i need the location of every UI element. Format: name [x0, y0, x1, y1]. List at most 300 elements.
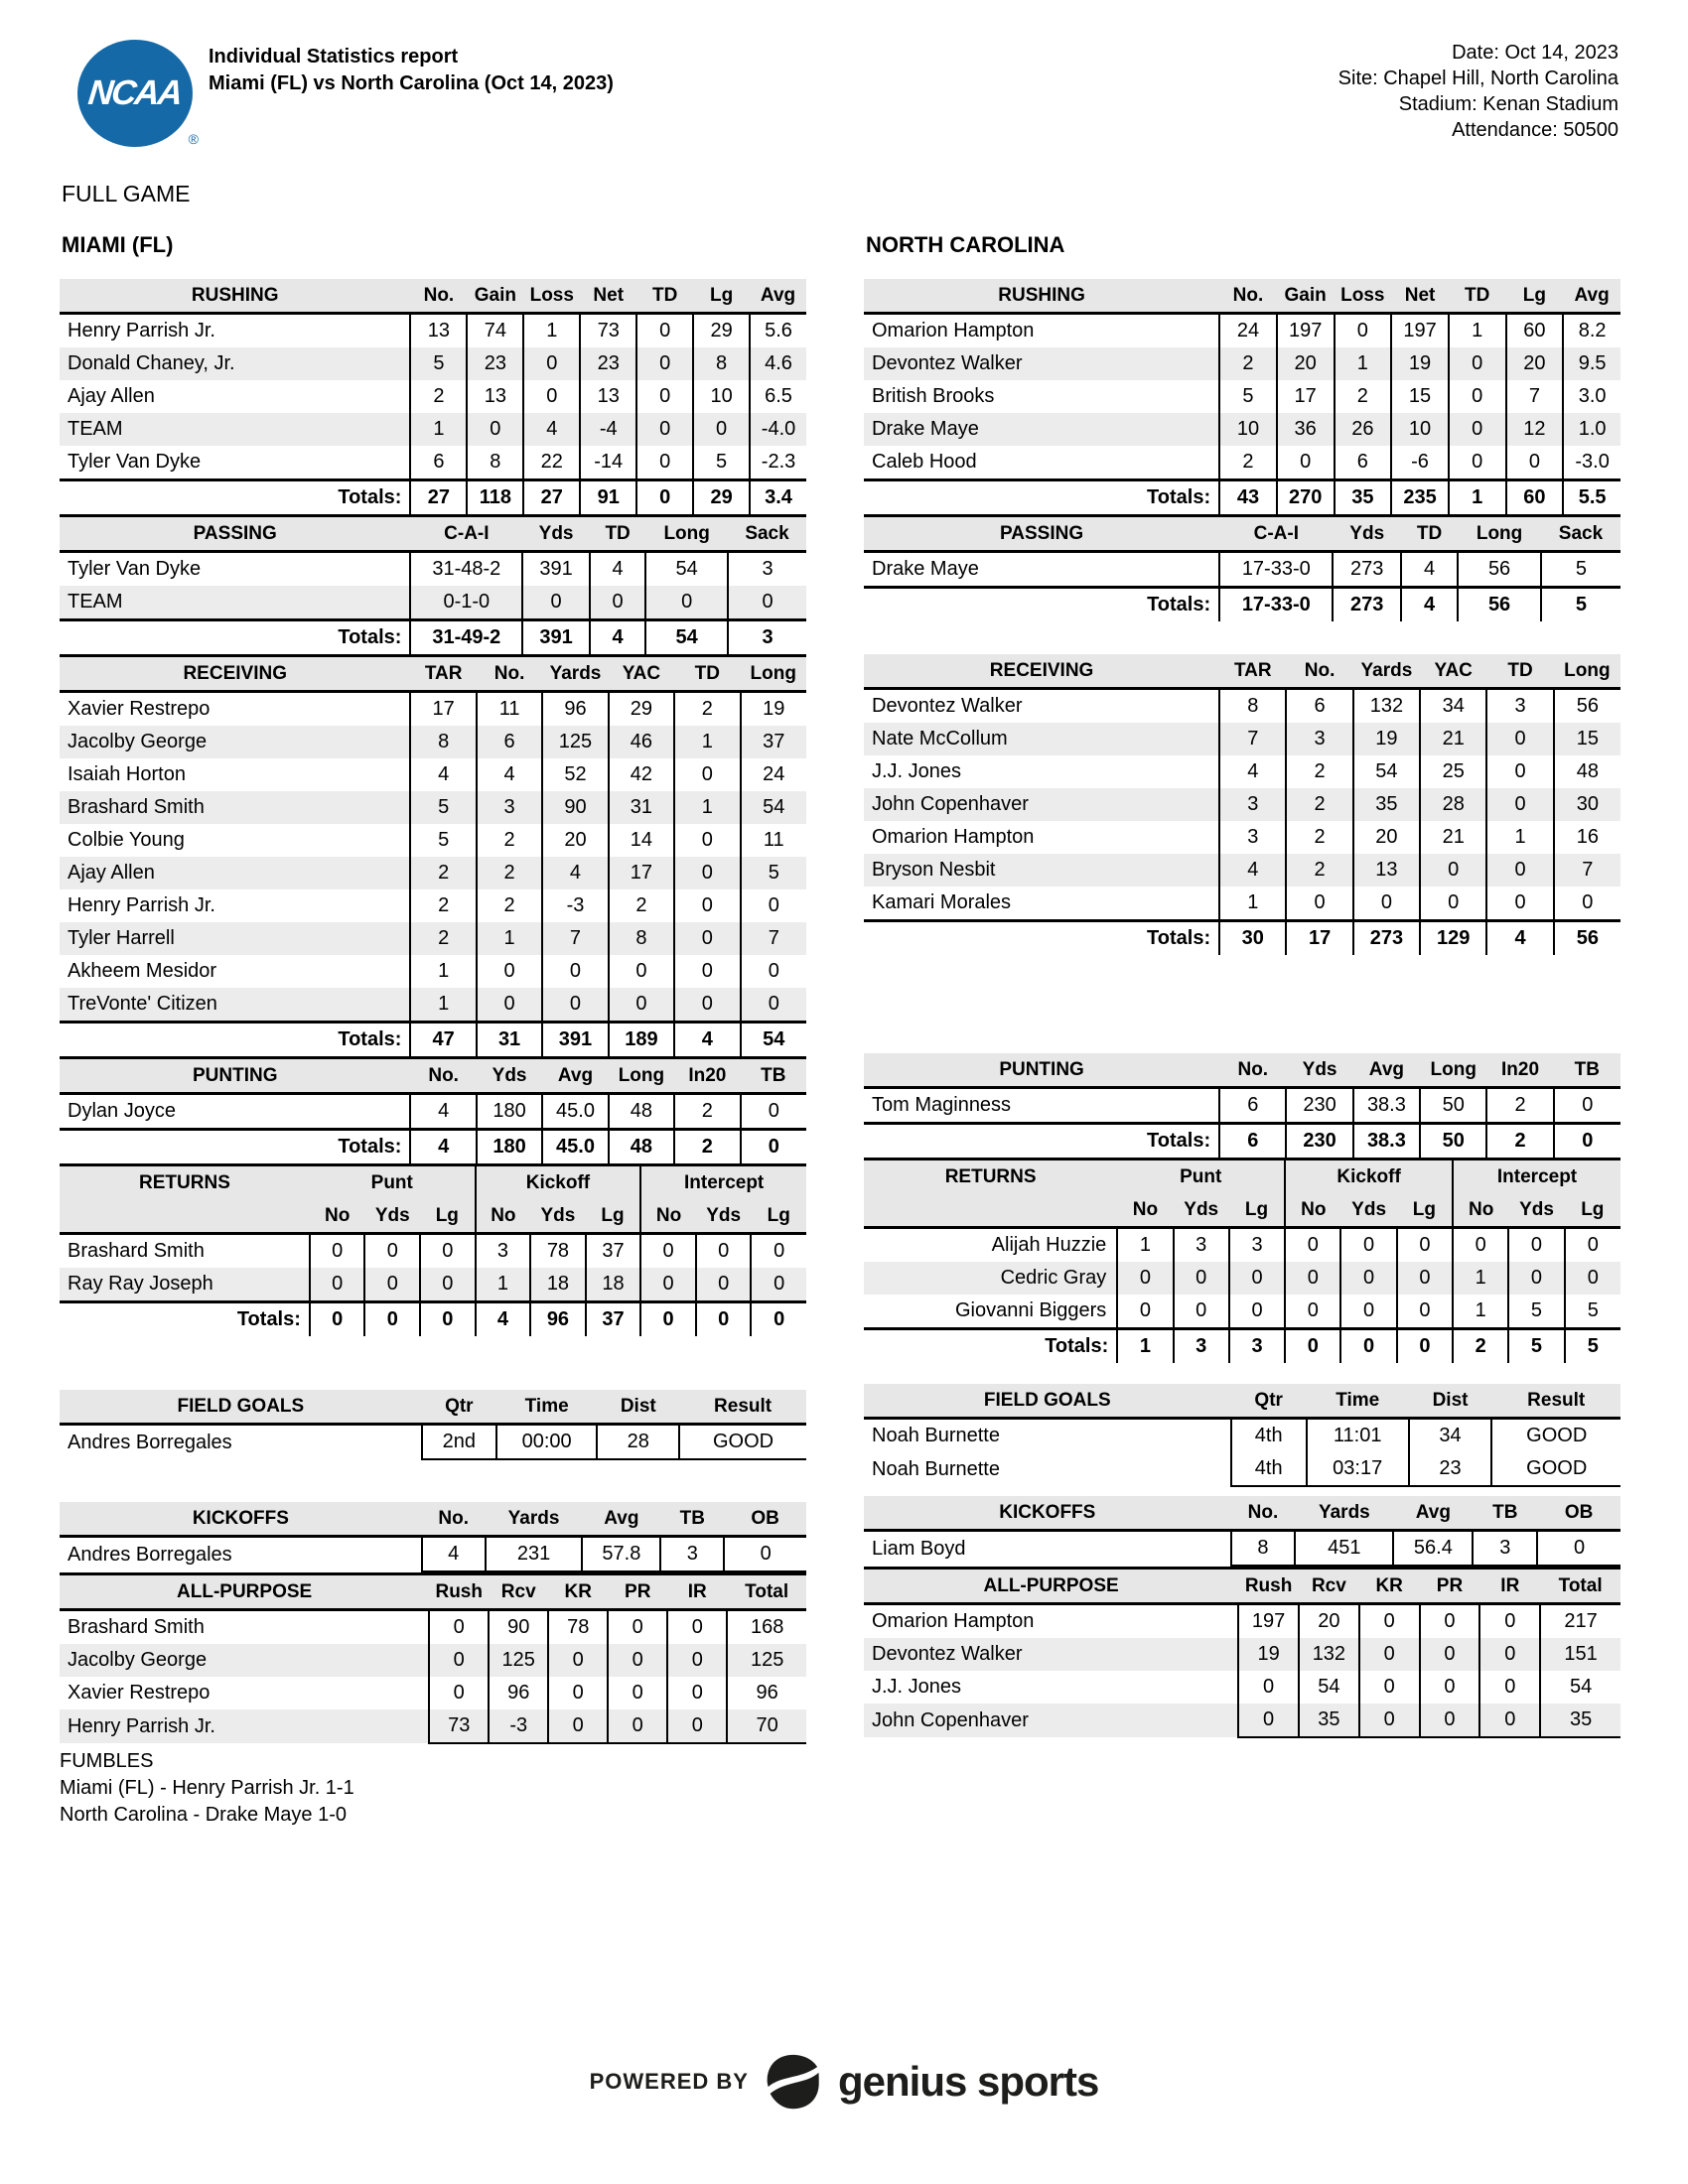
stat-cell: 17-33-0	[1219, 552, 1333, 588]
totals-row	[864, 921, 1620, 956]
stat-cell: 1	[1117, 1228, 1173, 1263]
table-row	[60, 857, 806, 889]
table-row	[864, 1671, 1620, 1704]
stat-cell: 0	[1353, 887, 1420, 921]
totals-stat-cell: 38.3	[1353, 1124, 1420, 1159]
stat-cell: 03:17	[1307, 1452, 1409, 1486]
table-row	[60, 347, 806, 380]
stat-cell: 14	[609, 824, 674, 857]
column-header-cell: TB	[1473, 1496, 1537, 1531]
table-row	[864, 314, 1620, 348]
totals-stat-cell: 0	[741, 1130, 806, 1164]
column-header-cell: No.	[1219, 1053, 1286, 1088]
column-header-cell: Yds	[1286, 1053, 1352, 1088]
stat-cell: 0	[1554, 887, 1620, 921]
stat-cell: 125	[542, 726, 608, 758]
stat-cell: 13	[467, 380, 523, 413]
player-name-cell: Henry Parrish Jr.	[68, 1714, 215, 1737]
player-name-cell: Devontez Walker	[872, 695, 1023, 717]
unc-kickoffs-table	[864, 1496, 1620, 1567]
column-header-cell: Yds	[1508, 1193, 1564, 1228]
totals-stat-cell: 230	[1286, 1124, 1352, 1159]
column-header-cell: Yards	[1295, 1496, 1393, 1531]
player-name-cell: TreVonte' Citizen	[68, 993, 217, 1015]
totals-stat-cell: 56	[1554, 921, 1620, 956]
stat-cell: 96	[489, 1677, 548, 1709]
column-header-cell: Yds	[477, 1058, 542, 1094]
powered-by-label: POWERED BY	[589, 2069, 749, 2094]
totals-stat-cell: 0	[696, 1302, 752, 1337]
unc-passing-table	[864, 514, 1620, 621]
stat-cell: 10	[1219, 413, 1277, 446]
column-header-cell: C-A-I	[410, 516, 522, 552]
stat-cell: -6	[1391, 446, 1449, 480]
header-row	[60, 279, 806, 314]
stat-cell: 4	[477, 758, 542, 791]
stat-cell: 0	[477, 988, 542, 1023]
column-header-cell: Result	[1491, 1384, 1620, 1419]
table-row	[60, 889, 806, 922]
stat-cell: 8	[467, 446, 523, 480]
table-row	[864, 1228, 1620, 1263]
column-header-cell: No	[1117, 1193, 1173, 1228]
stat-cell: 5	[410, 791, 476, 824]
stat-cell: 0-1-0	[410, 586, 522, 620]
stat-table	[60, 1163, 806, 1336]
player-name-cell: Nate McCollum	[872, 728, 1008, 750]
stat-cell: 2	[1286, 821, 1352, 854]
player-name-cell: Brashard Smith	[68, 1240, 205, 1262]
stat-table	[60, 1056, 806, 1163]
totals-stat-cell: 17	[1286, 921, 1352, 956]
totals-stat-cell: 270	[1277, 480, 1335, 515]
stat-cell: 28	[597, 1425, 679, 1460]
column-header-cell: Rcv	[1299, 1569, 1359, 1604]
totals-stat-cell: 0	[636, 480, 693, 515]
group-header-row	[60, 1165, 806, 1200]
stat-table	[60, 279, 806, 514]
stat-cell: 0	[1479, 1604, 1540, 1639]
header-row	[60, 656, 806, 692]
table-row	[60, 1425, 806, 1460]
stat-cell: 1	[674, 726, 740, 758]
stat-cell: 5	[1541, 552, 1620, 588]
stat-cell: 3	[660, 1537, 724, 1572]
totals-row	[60, 620, 806, 655]
column-header-cell: No	[1285, 1193, 1340, 1228]
totals-row	[60, 1130, 806, 1164]
stat-cell: 2	[1286, 854, 1352, 887]
table-row	[864, 723, 1620, 755]
column-header-cell: Yds	[1174, 1193, 1229, 1228]
stat-cell: 90	[542, 791, 608, 824]
stat-cell: 8	[609, 922, 674, 955]
stat-cell: 21	[1420, 723, 1486, 755]
stat-cell: -4	[580, 413, 636, 446]
team-heading-unc: NORTH CAROLINA	[866, 232, 1065, 257]
unc-receiving-table	[864, 654, 1620, 955]
stat-cell: 0	[608, 1677, 667, 1709]
totals-label-cell: Totals:	[60, 1130, 410, 1164]
stat-cell: 1	[1453, 1262, 1508, 1295]
player-name-cell: Noah Burnette	[872, 1457, 1000, 1480]
table-row	[60, 446, 806, 480]
column-header-cell: Lg	[1229, 1193, 1285, 1228]
stat-cell: -3	[542, 889, 608, 922]
stat-cell: 197	[1277, 314, 1335, 348]
stat-cell: 1	[410, 413, 467, 446]
stat-cell: 4th	[1231, 1419, 1307, 1453]
player-name-cell: Alijah Huzzie	[991, 1234, 1107, 1256]
player-name-cell: Henry Parrish Jr.	[68, 894, 215, 916]
stat-cell: 2	[674, 1094, 740, 1130]
stat-cell: 19	[1353, 723, 1420, 755]
stat-cell: 5.6	[750, 314, 806, 348]
stat-cell: 37	[741, 726, 806, 758]
game-site: Site: Chapel Hill, North Carolina	[1337, 68, 1618, 89]
stat-cell: 1	[476, 1268, 531, 1302]
column-header-cell: Avg	[750, 279, 806, 314]
column-header-cell: Lg	[693, 279, 750, 314]
stat-cell: 2	[477, 824, 542, 857]
stat-cell: 0	[548, 1709, 608, 1743]
stat-cell: 4	[1401, 552, 1458, 588]
header-row	[864, 1384, 1620, 1419]
table-row	[60, 1234, 806, 1269]
stat-cell: 0	[1285, 1262, 1340, 1295]
totals-stat-cell: 5.5	[1563, 480, 1620, 515]
stat-cell: 217	[1540, 1604, 1620, 1639]
player-name-cell: TEAM	[68, 418, 123, 440]
stat-cell: 0	[667, 1644, 727, 1677]
stat-cell: 1	[1219, 887, 1286, 921]
team-column-unc	[864, 279, 1620, 1738]
stat-cell: 17	[410, 692, 476, 727]
stat-cell: 19	[1391, 347, 1449, 380]
stat-cell: 74	[467, 314, 523, 348]
stat-cell: 0	[1285, 1295, 1340, 1329]
table-row	[60, 922, 806, 955]
section-header-cell: RUSHING	[60, 279, 410, 314]
stat-cell: 0	[1449, 347, 1506, 380]
column-header-cell: YAC	[1420, 654, 1486, 689]
table-row	[864, 821, 1620, 854]
player-name-cell: Omarion Hampton	[872, 826, 1035, 848]
column-header-cell: Yds	[1333, 516, 1401, 552]
stat-cell: 10	[693, 380, 750, 413]
group-header-row	[864, 1160, 1620, 1194]
stat-cell: 125	[489, 1644, 548, 1677]
table-row	[864, 1638, 1620, 1671]
stat-cell: 54	[741, 791, 806, 824]
stat-cell: 4.6	[750, 347, 806, 380]
column-header-cell: No	[1453, 1193, 1508, 1228]
stat-cell: 35	[1353, 788, 1420, 821]
totals-stat-cell: 5	[1508, 1329, 1564, 1364]
player-name-cell: Caleb Hood	[872, 451, 977, 473]
stat-cell: 90	[489, 1610, 548, 1645]
stat-cell: 0	[1565, 1228, 1620, 1263]
player-name-cell: Bryson Nesbit	[872, 859, 996, 881]
stat-cell: 132	[1299, 1638, 1359, 1671]
stat-cell: 0	[429, 1644, 489, 1677]
stat-cell: 5	[1508, 1295, 1564, 1329]
header-row	[60, 1502, 806, 1537]
player-name-cell: Colbie Young	[68, 829, 185, 851]
stat-cell: 1.0	[1563, 413, 1620, 446]
column-header-cell: No.	[410, 279, 467, 314]
stat-cell: 20	[542, 824, 608, 857]
report-title-line1: Individual Statistics report	[209, 46, 459, 68]
stat-cell: 73	[580, 314, 636, 348]
stat-table	[60, 654, 806, 1056]
stat-cell: 54	[645, 552, 728, 587]
totals-stat-cell: 3.4	[750, 480, 806, 515]
totals-stat-cell: 27	[410, 480, 467, 515]
column-header-cell: In20	[674, 1058, 740, 1094]
stat-cell: 3	[1219, 821, 1286, 854]
stat-cell: 0	[608, 1709, 667, 1743]
column-header-cell: IR	[1479, 1569, 1540, 1604]
team-column-miami	[60, 279, 806, 1829]
stat-cell: 6	[1286, 689, 1352, 724]
stat-table	[864, 1158, 1620, 1363]
player-name-cell: Donald Chaney, Jr.	[68, 352, 235, 374]
column-header-cell: No.	[1231, 1496, 1296, 1531]
column-header-cell: KR	[1359, 1569, 1420, 1604]
stat-cell: 3	[1286, 723, 1352, 755]
ncaa-logo	[77, 40, 199, 147]
stat-cell: 20	[1299, 1604, 1359, 1639]
stat-cell: 0	[724, 1537, 806, 1572]
section-header-cell: ALL-PURPOSE	[864, 1569, 1238, 1604]
player-name-cell: Tyler Harrell	[68, 927, 175, 949]
group-header-cell: RETURNS	[60, 1165, 310, 1200]
player-name-cell: Ajay Allen	[68, 862, 155, 884]
column-header-cell: Qtr	[1231, 1384, 1307, 1419]
unc-punting-table	[864, 1053, 1620, 1158]
stat-cell: 0	[523, 380, 580, 413]
stat-cell: 19	[1238, 1638, 1299, 1671]
stat-cell: 0	[608, 1644, 667, 1677]
table-row	[864, 755, 1620, 788]
table-row	[60, 380, 806, 413]
stat-cell: 0	[1537, 1531, 1620, 1567]
stat-cell: 1	[1449, 314, 1506, 348]
stat-cell: 45.0	[542, 1094, 608, 1130]
stat-cell: 5	[693, 446, 750, 480]
stat-table	[864, 514, 1620, 621]
stat-cell: 15	[1391, 380, 1449, 413]
stat-cell: 0	[1420, 1638, 1480, 1671]
player-name-cell: Noah Burnette	[872, 1425, 1000, 1446]
fumbles-line-miami: Miami (FL) - Henry Parrish Jr. 1-1	[60, 1777, 354, 1799]
player-name-cell: Omarion Hampton	[872, 320, 1035, 341]
totals-stat-cell: 0	[1340, 1329, 1396, 1364]
table-row	[60, 1268, 806, 1302]
stat-cell: 2	[1219, 347, 1277, 380]
stat-cell: 0	[1397, 1228, 1453, 1263]
table-row	[60, 791, 806, 824]
column-header-cell: OB	[1537, 1496, 1620, 1531]
stat-cell: -4.0	[750, 413, 806, 446]
totals-row	[60, 1302, 806, 1337]
stat-table	[864, 1567, 1620, 1738]
stat-cell: 73	[429, 1709, 489, 1743]
game-stadium: Stadium: Kenan Stadium	[1398, 93, 1618, 115]
stat-cell: 00:00	[496, 1425, 598, 1460]
miami-punting-table	[60, 1056, 806, 1163]
stat-cell: 2	[674, 692, 740, 727]
column-header-cell: Loss	[523, 279, 580, 314]
stat-cell: 0	[609, 955, 674, 988]
stat-cell: 0	[1359, 1604, 1420, 1639]
stat-cell: 0	[674, 857, 740, 889]
stat-cell: 16	[1554, 821, 1620, 854]
player-name-cell: Drake Maye	[872, 418, 979, 440]
stat-cell: 5	[410, 824, 476, 857]
team-heading-miami: MIAMI (FL)	[62, 232, 174, 257]
column-header-cell: Dist	[1409, 1384, 1492, 1419]
stat-cell: 2	[609, 889, 674, 922]
column-header-cell: Long	[1458, 516, 1541, 552]
column-header-cell: Net	[580, 279, 636, 314]
stat-cell: 0	[429, 1677, 489, 1709]
column-header-cell: TB	[660, 1502, 724, 1537]
table-row	[60, 758, 806, 791]
player-name-cell: Devontez Walker	[872, 352, 1023, 374]
stat-cell: 8.2	[1563, 314, 1620, 348]
stat-cell: 22	[523, 446, 580, 480]
table-row	[60, 1644, 806, 1677]
stat-cell: 54	[1353, 755, 1420, 788]
stat-cell: 19	[741, 692, 806, 727]
stat-cell: 23	[1409, 1452, 1492, 1486]
player-name-cell: Brashard Smith	[68, 796, 205, 818]
header-row	[864, 654, 1620, 689]
column-header-cell: Yards	[542, 656, 608, 692]
miami-all-purpose-table	[60, 1572, 806, 1744]
stat-cell: 0	[522, 586, 590, 620]
genius-sports-logo-icon	[765, 2053, 822, 2111]
totals-row	[864, 588, 1620, 622]
miami-passing-table	[60, 514, 806, 654]
stat-cell: 0	[1479, 1704, 1540, 1737]
column-header-cell: TD	[1449, 279, 1506, 314]
stat-cell: 11	[477, 692, 542, 727]
stat-cell: 0	[636, 380, 693, 413]
stat-cell: 0	[645, 586, 728, 620]
player-name-cell: Akheem Mesidor	[68, 960, 217, 982]
column-header-cell: Yds	[1340, 1193, 1396, 1228]
stat-cell: 24	[1219, 314, 1277, 348]
column-header-cell: Yds	[530, 1199, 586, 1234]
stat-cell: 0	[696, 1268, 752, 1302]
group-header-cell: Intercept	[640, 1165, 806, 1200]
totals-label-cell: Totals:	[864, 588, 1219, 622]
stat-cell: 0	[696, 1234, 752, 1269]
stat-cell: 0	[674, 988, 740, 1023]
stat-cell: 132	[1353, 689, 1420, 724]
totals-stat-cell: 0	[1285, 1329, 1340, 1364]
stat-cell: 0	[1565, 1262, 1620, 1295]
stat-cell: 29	[609, 692, 674, 727]
column-header-cell: Result	[679, 1390, 806, 1425]
table-row	[60, 692, 806, 727]
stat-cell: 4	[590, 552, 645, 587]
stat-cell: 0	[364, 1234, 420, 1269]
stat-cell: 56	[1458, 552, 1541, 588]
stat-cell: 0	[1238, 1671, 1299, 1704]
totals-row	[60, 480, 806, 515]
totals-stat-cell: 30	[1219, 921, 1286, 956]
stat-cell: 25	[1420, 755, 1486, 788]
totals-stat-cell: 1	[1449, 480, 1506, 515]
sub-header-row	[60, 1199, 806, 1234]
fumbles-title: FUMBLES	[60, 1750, 154, 1772]
stat-cell: 0	[667, 1677, 727, 1709]
stat-cell: 0	[1479, 1671, 1540, 1704]
stat-cell: 2	[1286, 755, 1352, 788]
stat-cell: 8	[1219, 689, 1286, 724]
column-header-cell: Time	[496, 1390, 598, 1425]
stat-table	[864, 1384, 1620, 1487]
stat-cell: 0	[1174, 1295, 1229, 1329]
player-name-cell: Andres Borregales	[68, 1543, 232, 1566]
stat-cell: 20	[1353, 821, 1420, 854]
footer	[590, 2053, 1099, 2111]
stat-cell: 3	[1473, 1531, 1537, 1567]
group-header-cell: RETURNS	[864, 1160, 1117, 1194]
ncaa-logo-text: NCAA	[86, 73, 184, 112]
stat-cell: 0	[728, 586, 806, 620]
header-row	[864, 1496, 1620, 1531]
stat-cell: 78	[530, 1234, 586, 1269]
stat-cell: 0	[1359, 1671, 1420, 1704]
stat-cell: 0	[741, 955, 806, 988]
player-name-cell: Henry Parrish Jr.	[68, 320, 215, 341]
totals-stat-cell: 273	[1353, 921, 1420, 956]
totals-label-cell: Totals:	[60, 1023, 410, 1057]
stat-cell: 24	[741, 758, 806, 791]
stat-cell: 4	[410, 1094, 476, 1130]
stat-cell: 0	[1285, 1228, 1340, 1263]
header-row	[60, 1390, 806, 1425]
player-name-cell: John Copenhaver	[872, 1708, 1029, 1731]
stat-cell: 231	[486, 1537, 583, 1572]
registered-mark: ®	[188, 131, 199, 147]
stat-cell: 54	[1299, 1671, 1359, 1704]
totals-stat-cell: 0	[364, 1302, 420, 1337]
table-row	[864, 1604, 1620, 1639]
stat-cell: 1	[477, 922, 542, 955]
stat-cell: 0	[477, 955, 542, 988]
totals-stat-cell: 118	[467, 480, 523, 515]
stat-cell: 37	[586, 1234, 641, 1269]
column-header-cell: OB	[724, 1502, 806, 1537]
stat-cell: 0	[674, 922, 740, 955]
column-header-cell: No.	[410, 1058, 476, 1094]
stat-cell: 197	[1391, 314, 1449, 348]
stat-cell: 0	[1420, 1604, 1480, 1639]
stat-cell: 0	[667, 1610, 727, 1645]
totals-stat-cell: 0	[1554, 1124, 1620, 1159]
stat-cell: 0	[1229, 1295, 1285, 1329]
column-header-cell: Long	[1420, 1053, 1486, 1088]
table-row	[864, 446, 1620, 480]
header-row	[60, 1574, 806, 1610]
stat-cell: 230	[1286, 1088, 1352, 1124]
